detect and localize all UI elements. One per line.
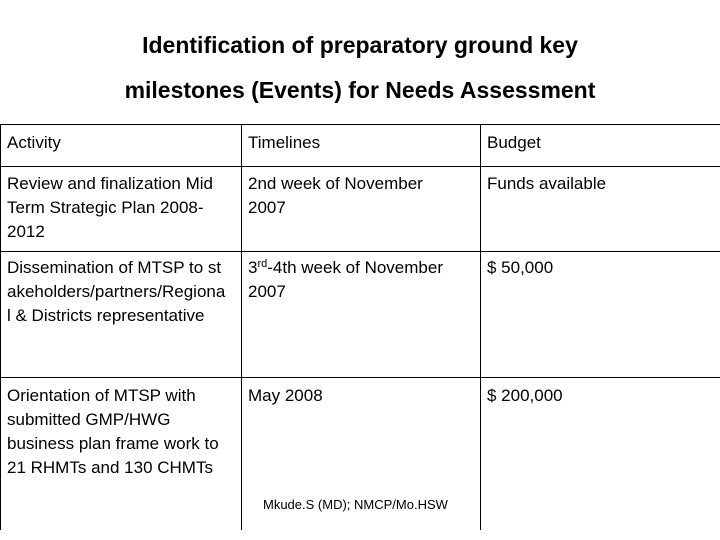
author-credit: Mkude.S (MD); NMCP/Mo.HSW (263, 497, 448, 512)
header-timelines: Timelines (242, 125, 481, 167)
budget-cell: $ 200,000 (481, 378, 720, 531)
activity-text: Orientation of MTSP with submitted GMP/HWG business plan frame work to 21 RHMTs and 130 CHMTs (7, 386, 219, 477)
page-title-line-1: Identification of preparatory ground key (142, 32, 578, 58)
table-row (1, 167, 720, 252)
activity-cell (1, 167, 242, 252)
activity-cell (1, 252, 242, 378)
timeline-text: -4th week of November 2007 (248, 258, 443, 301)
header-activity: Activity (1, 125, 242, 167)
activity-text: Dissemination of MTSP to stakeholders/partners/Regional & Districts representative (7, 258, 226, 325)
milestones-table (0, 124, 720, 530)
timeline-cell (242, 252, 481, 378)
activity-text: Review and finalization Mid Term Strategic Plan 2008-2012 (7, 174, 213, 241)
budget-cell: Funds available (481, 167, 720, 252)
timeline-cell: May 2008 (242, 378, 481, 531)
timeline-cell (242, 167, 481, 252)
activity-cell (1, 378, 242, 531)
timeline-ordinal-number: 3 (248, 258, 258, 277)
header-budget: Budget (481, 125, 720, 167)
timeline-text: 2nd week of November 2007 (248, 174, 423, 217)
timeline-ordinal-suffix: rd (257, 258, 268, 270)
budget-cell: $ 50,000 (481, 252, 720, 378)
page-title-line-2: milestones (Events) for Needs Assessment (124, 77, 596, 103)
table-row (1, 252, 720, 378)
table-header-row (1, 125, 720, 167)
